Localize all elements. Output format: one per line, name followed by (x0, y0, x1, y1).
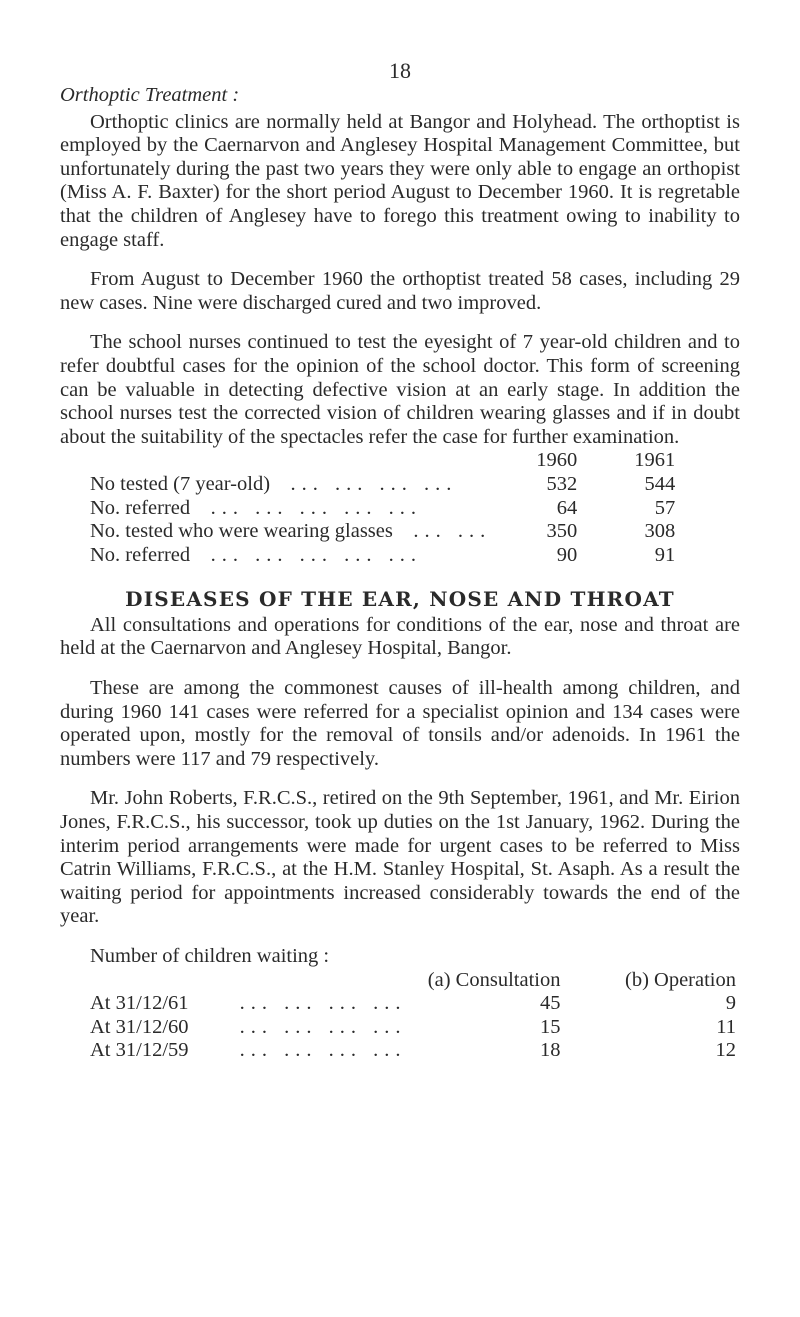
ent-paragraph-1: All consultations and operations for conditions of the ear, nose and throat are held at the Caernarvon and Anglesey Hospital, Bangor. (60, 613, 740, 660)
ent-paragraph-2: These are among the commonest causes of ill-health among children, and during 1960 141 cases were referred for a specialist opinion and 134 cases were operated upon, mostly for the removal of tonsils and/or adenoids. In 1961 the numbers were 117 and 79 respectively. (60, 677, 740, 770)
value-operation: 11 (716, 1015, 736, 1038)
value-operation: 12 (715, 1039, 736, 1062)
row-label: No. referred (90, 496, 191, 519)
leader-dots: ... ... ... ... (239, 1015, 407, 1038)
table-header-row (90, 969, 740, 993)
column-header-1961: 1961 (634, 449, 676, 472)
page-number: 18 (389, 58, 411, 83)
row-label: At 31/12/61 (90, 992, 189, 1015)
vision-testing-table (90, 449, 675, 567)
table-header-row (90, 449, 675, 473)
orthoptic-heading: Orthoptic Treatment : (60, 84, 240, 106)
orthoptic-paragraph-1: Orthoptic clinics are normally held at Bangor and Holyhead. The orthoptist is employed by the Caernarvon and Anglesey Hospital Management Committee, but unfortunately during the past two years they were only able to engage an orthopist (Miss A. F. Baxter) for the short period August to December 1960. It is regretable that the children of Anglesey have to forego this treatment owing to inability to engage staff. (60, 110, 740, 251)
table-row (90, 520, 675, 544)
table-row (90, 497, 675, 521)
column-header-operation: (b) Operation (625, 968, 736, 991)
value-1960: 350 (546, 520, 578, 543)
waiting-label: Number of children waiting : (90, 945, 330, 967)
orthoptic-paragraph-3: The school nurses continued to test the eyesight of 7 year-old children and to refer doubtful cases for the opinion of the school doctor. This form of screening can be valuable in detecting defective vision at an early stage. In addition the school nurses test the corrected vision of children wearing glasses and if in doubt about the suitability of the spectacles refer the case for further examination. (60, 331, 740, 448)
row-label: No. referred (90, 543, 191, 566)
waiting-table (90, 969, 740, 1063)
table-row (90, 992, 740, 1016)
orthoptic-paragraph-2: From August to December 1960 the orthoptist treated 58 cases, including 29 new cases. Nine were discharged cured and two improved. (60, 268, 740, 314)
ent-section-title: DISEASES OF THE EAR, NOSE AND THROAT (125, 587, 675, 612)
leader-dots: ... ... ... ... (239, 1039, 407, 1062)
value-1961: 544 (644, 472, 676, 495)
table-row (90, 1039, 740, 1063)
row-label: At 31/12/59 (90, 1039, 189, 1062)
value-1961: 57 (654, 496, 676, 519)
leader-dots: ... ... ... ... (290, 472, 458, 495)
value-1961: 308 (644, 520, 676, 543)
value-consultation: 18 (539, 1039, 561, 1062)
leader-dots: ... ... ... ... ... (210, 543, 423, 566)
row-label: No tested (7 year-old) (90, 472, 271, 495)
table-row (90, 473, 675, 497)
leader-dots: ... ... (413, 520, 492, 543)
value-consultation: 45 (539, 992, 561, 1015)
row-label: At 31/12/60 (90, 1015, 189, 1038)
table-row (90, 544, 675, 568)
value-1961: 91 (654, 543, 676, 566)
row-label: No. tested who were wearing glasses (90, 520, 393, 543)
table-row (90, 1016, 740, 1040)
value-1960: 64 (556, 496, 578, 519)
value-1960: 532 (546, 472, 578, 495)
value-consultation: 15 (539, 1015, 561, 1038)
value-1960: 90 (556, 543, 578, 566)
leader-dots: ... ... ... ... (239, 992, 407, 1015)
page-content (60, 84, 740, 1063)
column-header-1960: 1960 (536, 449, 578, 472)
ent-paragraph-3: Mr. John Roberts, F.R.C.S., retired on the 9th September, 1961, and Mr. Eirion Jones, F.R.C.S., his successor, took up duties on the 1st January, 1962. During the interim period arrangements were made for urgent cases to be referred to Miss Catrin Williams, F.R.C.S., at the H.M. Stanley Hospital, St. Asaph. As a result the waiting period for appointments increased considerably towards the end of the year. (60, 787, 740, 928)
leader-dots: ... ... ... ... ... (210, 496, 423, 519)
column-header-consultation: (a) Consultation (427, 968, 561, 991)
value-operation: 9 (725, 992, 736, 1015)
